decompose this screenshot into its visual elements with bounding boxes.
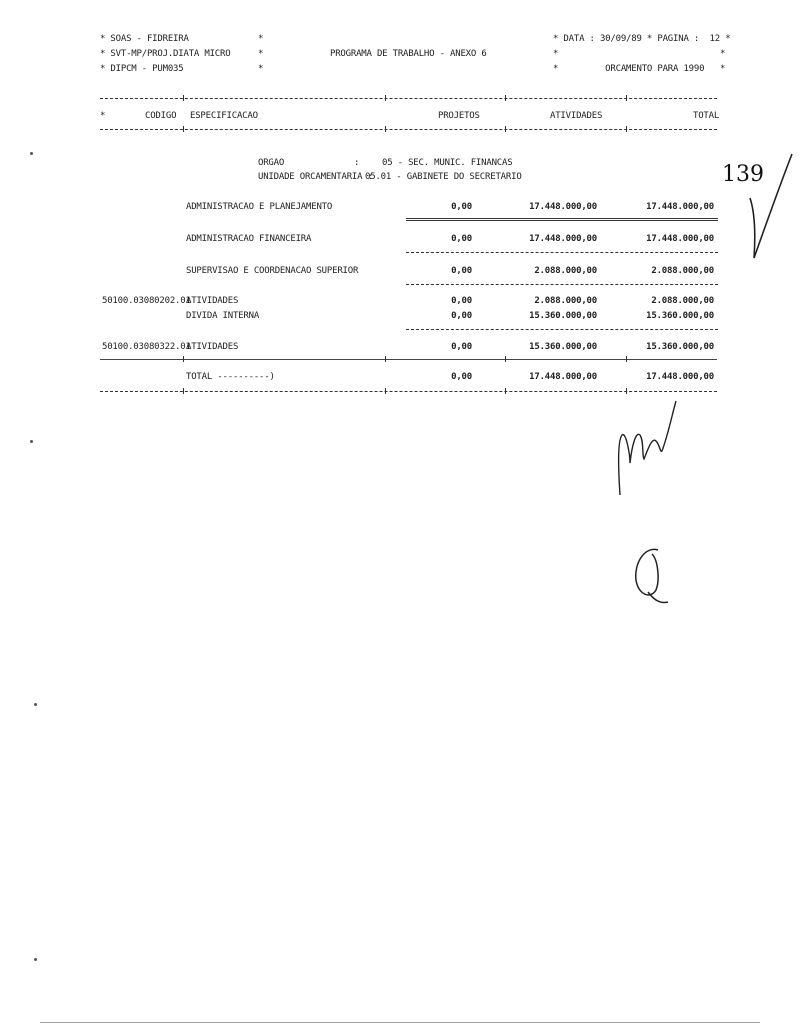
column-divider <box>626 126 627 132</box>
column-divider <box>505 388 506 394</box>
orgao-label: ORGAO <box>258 158 285 168</box>
scan-speck <box>30 152 33 155</box>
unidade-label: UNIDADE ORCAMENTARIA : <box>258 172 373 182</box>
row-especificacao: ADMINISTRACAO FINANCEIRA <box>186 234 312 244</box>
header-org-line-1: * SOAS - FIDREIRA <box>100 34 189 44</box>
header-star: * <box>258 34 264 44</box>
orgao-value: 05 - SEC. MUNIC. FINANCAS <box>382 158 513 168</box>
total-label: TOTAL ----------) <box>186 372 275 382</box>
row-total: 15.360.000,00 <box>646 311 714 321</box>
handwritten-initials-icon <box>606 395 686 500</box>
header-budget-year: * ORCAMENTO PARA 1990 * <box>553 64 726 74</box>
report-title: PROGRAMA DE TRABALHO - ANEXO 6 <box>330 49 487 59</box>
column-header-projetos: PROJETOS <box>438 111 480 121</box>
column-divider <box>385 388 386 394</box>
row-total: 17.448.000,00 <box>646 202 714 212</box>
orgao-separator: : <box>354 158 360 168</box>
header-org-line-3: * DIPCM - PUM035 <box>100 64 184 74</box>
row-separator-rule <box>406 329 718 330</box>
row-total: 17.448.000,00 <box>646 234 714 244</box>
handwritten-signature-icon <box>628 540 676 612</box>
column-header-bottom-rule <box>100 129 717 130</box>
handwritten-page-number: 139 <box>722 162 764 187</box>
column-divider <box>505 356 506 362</box>
row-projetos: 0,00 <box>451 202 472 212</box>
scan-speck <box>30 440 33 443</box>
column-header-codigo: CODIGO <box>145 111 177 121</box>
unidade-value: 05.01 - GABINETE DO SECRETARIO <box>365 172 522 182</box>
column-divider <box>183 126 184 132</box>
row-separator-rule <box>406 252 718 253</box>
row-codigo: 50100.03080202.01 <box>102 296 191 306</box>
column-divider <box>626 95 627 101</box>
header-star: * <box>258 64 264 74</box>
row-atividades: 2.088.000,00 <box>534 296 597 306</box>
column-divider <box>183 95 184 101</box>
row-atividades: 17.448.000,00 <box>529 202 597 212</box>
total-atividades: 17.448.000,00 <box>529 372 597 382</box>
column-divider <box>385 356 386 362</box>
row-atividades: 15.360.000,00 <box>529 342 597 352</box>
row-projetos: 0,00 <box>451 266 472 276</box>
column-divider <box>385 95 386 101</box>
column-header-total: TOTAL <box>693 111 720 121</box>
row-projetos: 0,00 <box>451 311 472 321</box>
column-header-atividades: ATIVIDADES <box>550 111 603 121</box>
column-header-star: * <box>100 111 106 121</box>
column-header-especificacao: ESPECIFICACAO <box>190 111 258 121</box>
row-especificacao: SUPERVISAO E COORDENACAO SUPERIOR <box>186 266 359 276</box>
row-total: 15.360.000,00 <box>646 342 714 352</box>
column-divider <box>626 356 627 362</box>
row-total: 2.088.000,00 <box>651 266 714 276</box>
check-mark-icon <box>746 150 796 265</box>
row-projetos: 0,00 <box>451 296 472 306</box>
row-especificacao: ATIVIDADES <box>186 342 239 352</box>
header-date-page: * DATA : 30/09/89 * PAGINA : 12 * <box>553 34 731 44</box>
column-header-top-rule <box>100 98 717 99</box>
row-especificacao: DIVIDA INTERNA <box>186 311 260 321</box>
row-separator-rule <box>406 284 718 285</box>
row-total: 2.088.000,00 <box>651 296 714 306</box>
column-divider <box>505 95 506 101</box>
row-projetos: 0,00 <box>451 342 472 352</box>
total-top-rule <box>100 359 717 360</box>
scan-speck <box>34 703 37 706</box>
total-total: 17.448.000,00 <box>646 372 714 382</box>
row-atividades: 15.360.000,00 <box>529 311 597 321</box>
row-codigo: 50100.03080322.01 <box>102 342 191 352</box>
header-right-blank: * * <box>553 49 726 59</box>
column-divider <box>183 356 184 362</box>
row-atividades: 17.448.000,00 <box>529 234 597 244</box>
row-atividades: 2.088.000,00 <box>534 266 597 276</box>
section-double-rule <box>406 218 718 221</box>
row-especificacao: ATIVIDADES <box>186 296 239 306</box>
header-org-line-2: * SVT-MP/PROJ.DIATA MICRO <box>100 49 231 59</box>
header-star: * <box>258 49 264 59</box>
column-divider <box>385 126 386 132</box>
total-bottom-rule <box>100 391 717 392</box>
scan-edge-line <box>40 1022 760 1023</box>
total-projetos: 0,00 <box>451 372 472 382</box>
scan-speck <box>34 958 37 961</box>
row-especificacao: ADMINISTRACAO E PLANEJAMENTO <box>186 202 333 212</box>
column-divider <box>626 388 627 394</box>
column-divider <box>505 126 506 132</box>
row-projetos: 0,00 <box>451 234 472 244</box>
column-divider <box>183 388 184 394</box>
